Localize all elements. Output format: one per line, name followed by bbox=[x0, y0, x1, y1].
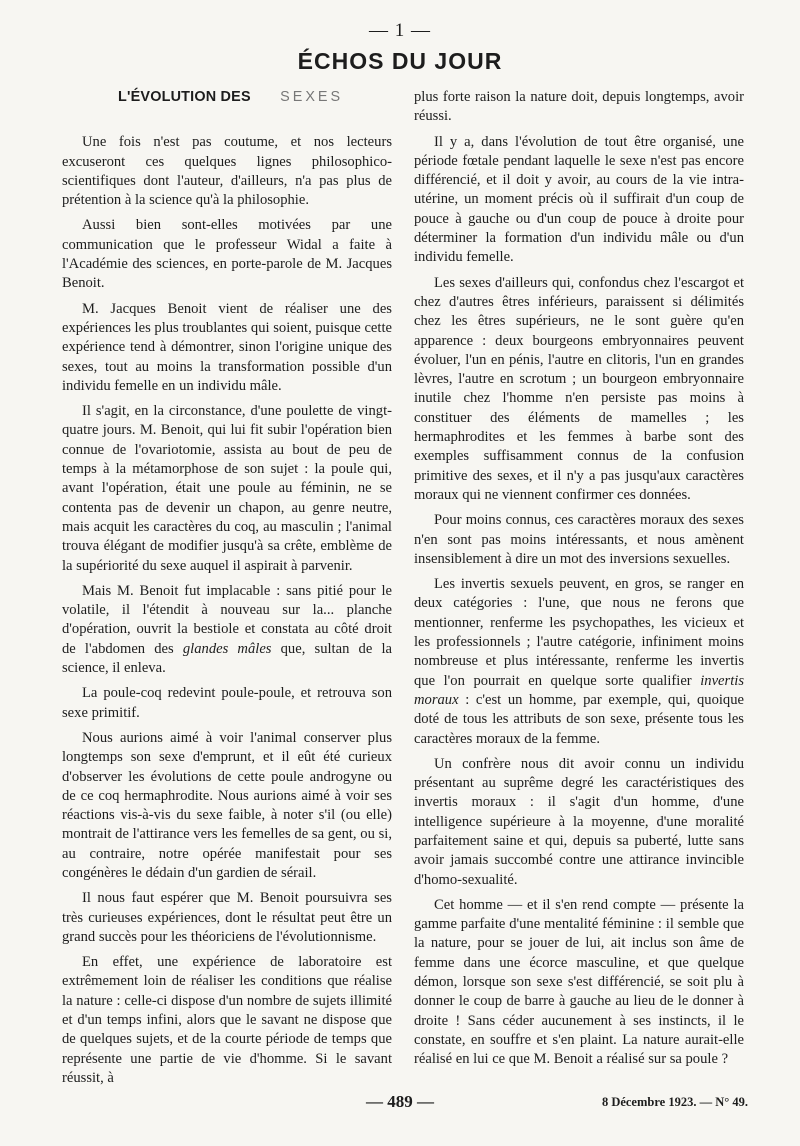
paragraph-emphasis: glandes mâles bbox=[182, 640, 272, 657]
left-column bbox=[62, 86, 392, 1094]
paragraph-continued: plus forte raison la nature doit, depuis longtemps, avoir réussi. bbox=[414, 89, 744, 125]
paragraph: Les sexes d'ailleurs qui, confondus chez l'escargot et chez d'autres êtres inférieurs, paraissent si délimités chez les êtres supérieurs, ne le sont guère qu'en apparence : deux bourgeons embryonnaires peuvent évoluer, l'un en pénis, l'autre en clitoris, l'un en grandes lèvres, l'autre en scrotum ; un bourgeon embryonnaire inutile chez l'homme n'en persiste pas moins à constituer des éléments de mamelles ; les hermaphrodites et les femmes à barbe sont des exemples suffisamment connus de la confusion primitive des sexes, et il n'y a pas jusqu'aux caractères moraux qui ne viennent confirmer ces données. bbox=[414, 274, 744, 503]
paragraph: En effet, une expérience de laboratoire est extrêmement loin de réaliser les conditions que réalise la nature : celle-ci dispose d'un nombre de sujets illimité et d'un temps infini, alors que le savant ne dispose que de quelques sujets, et de la courte période de temps que représente une partie de vie d'homme. Si le savant réussit, à bbox=[62, 954, 392, 1086]
paragraph: M. Jacques Benoit vient de réaliser une des expériences les plus troublantes qui soient, puisque cette expérience tend à démontrer, sinon l'origine unique des sexes, tout au moins la transformation possible d'un individu femelle en un individu mâle. bbox=[62, 300, 392, 394]
paragraph: Il y a, dans l'évolution de tout être organisé, une période fœtale pendant laquelle le sexe n'est pas encore différencié, et il doit y avoir, au cours de la vie intra-utérine, un moment précis où il suffirait d'un coup de pouce à gauche ou d'un coup de pouce à droite pour déterminer la formation d'un individu mâle ou d'un individu femelle. bbox=[414, 133, 744, 266]
article-subtitle-text: L'ÉVOLUTION DES bbox=[118, 89, 251, 105]
paragraph: Nous aurions aimé à voir l'animal conserver plus longtemps son sexe d'emprunt, et il eût été curieux d'observer les évolutions de cette poule androgyne ou de ce coq hermaphrodite. Nous aurions aimé à voir ses réactions vis-à-vis du sexe faible, à noter s'il (ou elle) montrait de l'attirance vers les femelles de sa gent, ou si, au contraire, notre opérée manifestait pour ses congénères le dédain d'un gardien de sérail. bbox=[62, 729, 392, 881]
footer-page-number: — 489 — bbox=[366, 1092, 434, 1111]
paragraph: La poule-coq redevint poule-poule, et retrouva son sexe primitif. bbox=[62, 685, 392, 721]
paragraph: Cet homme — et il s'en rend compte — présente la gamme parfaite d'une mentalité féminine : il semble que la nature, pour se jouer de lui, ait inclus son âme de femme dans une écorce masculine, et que quelque démon, lorsque son sexe s'est différencié, se soit plu à donner le coup de barre à gauche au lieu de le donner à droite ! Sans céder aucunement à ses instincts, il le constate, en souffre et s'en plaint. La nature aurait-elle réalisé en lui ce que M. Benoit a réalisé sur sa poule ? bbox=[414, 896, 744, 1068]
paragraph: Pour moins connus, ces caractères moraux des sexes n'en sont pas moins intéressants, et nous amènent insensiblement à dire un mot des inversions sexuelles. bbox=[414, 512, 744, 567]
paragraph-emphasis: invertis moraux bbox=[414, 672, 744, 708]
article-subtitle bbox=[118, 88, 392, 107]
paragraph-text: Mais M. Benoit fut implacable : sans pitié pour le volatile, il l'étendit à nouveau sur la... planche d'opération, ouvrit la bestiole et constata au côté droit de l'abdomen des bbox=[62, 582, 392, 657]
paragraph: Il nous faut espérer que M. Benoit poursuivra ses très curieuses expériences, dont le résultat peut être un grand succès pour les théoriciens de l'évolutionnisme. bbox=[62, 890, 392, 945]
paragraph-text: Les invertis sexuels peuvent, en gros, se ranger en deux catégories : l'une, que nous ne ferons que mentionner, renferme les psychopathes, les vicieux et les professionnels ; l'autre catégorie, infiniment moins nombreuse et plus intéressante, renferme les invertis que l'on pourrait en quelque sorte qualifier bbox=[414, 576, 744, 689]
paragraph: Aussi bien sont-elles motivées par une communication que le professeur Widal a faite à l'Académie des sciences, en porte-parole de M. Jacques Benoit. bbox=[62, 217, 392, 292]
paragraph bbox=[62, 582, 392, 678]
footer-issue-date: 8 Décembre 1923. — N° 49. bbox=[601, 1095, 748, 1109]
paragraph: Il s'agit, en la circonstance, d'une poulette de vingt-quatre jours. M. Benoit, qui lui fit subir l'opération bien connue de l'ovariotomie, assista au bout de peu de temps à la métamorphose de son sujet : la poule qui, avant l'opération, était une poule au féminin, ne se contenta pas de devenir un chapon, au genre neutre, mais acquit les caractères du coq, au masculin ; l'animal trouva élégant de modifier jusqu'à sa crête, emblème de la supériorité du sexe auquel il aspirait à parvenir. bbox=[62, 403, 392, 574]
page-top-number: — 1 — bbox=[369, 20, 431, 41]
article-subtitle-faded: SEXES bbox=[280, 89, 344, 105]
paragraph bbox=[414, 575, 744, 749]
paragraph: Un confrère nous dit avoir connu un individu présentant au suprême degré les caractéristiques des invertis moraux : il s'agit d'un homme, d'une intelligence supérieure à la moyenne, d'une moralité parfaitement saine et qui, depuis sa puberté, lutte sans avoir jamais succombé contre une attirance invincible d'homo-sexualité. bbox=[414, 755, 744, 888]
section-title: ÉCHOS DU JOUR bbox=[297, 48, 503, 74]
right-column bbox=[414, 88, 744, 1076]
paragraph: Une fois n'est pas coutume, et nos lecteurs excuseront ces quelques lignes philosophico-scientifiques dont l'auteur, d'ailleurs, n'a pas plus de prétention à la science qu'à la philosophie. bbox=[62, 134, 392, 209]
paragraph-text: que, sultan de la science, il enleva. bbox=[62, 640, 392, 677]
paragraph-text: : c'est un homme, par exemple, qui, quoique doté de tous les attributs de son sexe, présente tous les caractères moraux de la femme. bbox=[414, 691, 744, 747]
